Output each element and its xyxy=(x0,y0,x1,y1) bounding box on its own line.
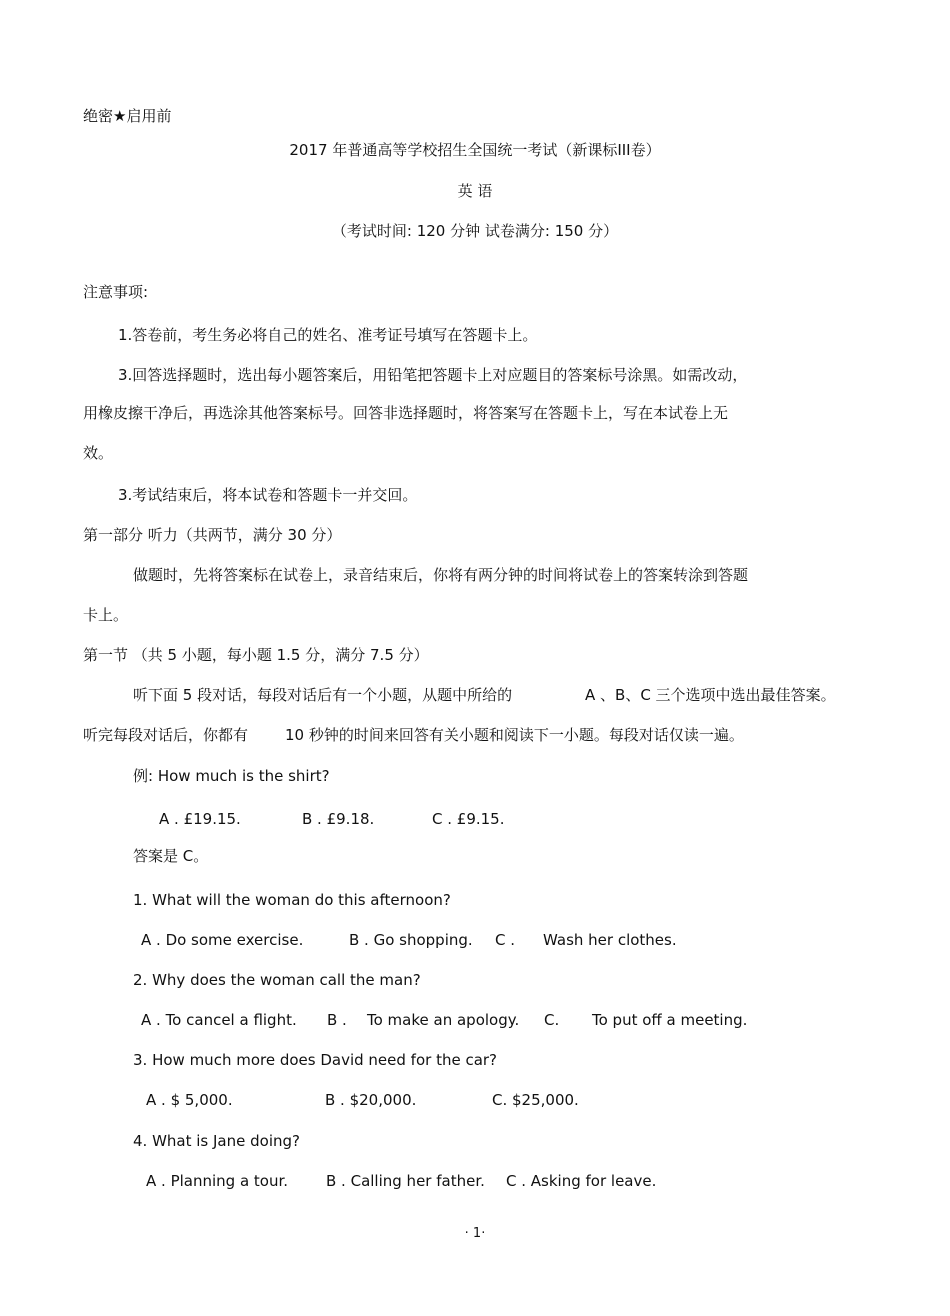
option-a: A . Do some exercise. xyxy=(141,931,304,949)
question-stem: 4. What is Jane doing? xyxy=(133,1132,300,1150)
option-a: A . $ 5,000. xyxy=(146,1091,233,1109)
option-c: C . Asking for leave. xyxy=(506,1172,657,1190)
example-option-b: B . £9.18. xyxy=(302,810,375,828)
note-item-2-line-3: 效。 xyxy=(83,444,114,462)
section-1-heading: 第一节 （共 5 小题，每小题 1.5 分，满分 7.5 分） xyxy=(83,646,429,664)
part-1-instruction-line-2: 卡上。 xyxy=(83,606,129,624)
subject-title: 英 语 xyxy=(457,182,493,200)
option-b: B . Go shopping. xyxy=(349,931,473,949)
exam-title: 2017 年普通高等学校招生全国统一考试（新课标III卷） xyxy=(289,141,661,159)
example-option-a: A . £19.15. xyxy=(159,810,241,828)
option-c: C. $25,000. xyxy=(492,1091,579,1109)
confidential-mark: 绝密★启用前 xyxy=(83,107,172,125)
option-c-text: Wash her clothes. xyxy=(543,931,677,949)
question-stem: 1. What will the woman do this afternoon? xyxy=(133,891,451,909)
time-info: （考试时间: 120 分钟 试卷满分: 150 分） xyxy=(331,222,619,240)
note-item-3: 3.考试结束后，将本试卷和答题卡一并交回。 xyxy=(118,486,418,504)
option-c-label: C . xyxy=(495,931,516,949)
option-b-text: To make an apology. xyxy=(367,1011,520,1029)
question-stem: 2. Why does the woman call the man? xyxy=(133,971,421,989)
option-b: B . $20,000. xyxy=(325,1091,417,1109)
section-1-instruction-line-1a: 听下面 5 段对话，每段对话后有一个小题，从题中所给的 xyxy=(133,686,513,704)
example-question: 例: How much is the shirt? xyxy=(133,767,330,785)
section-1-instruction-line-2a: 听完每段对话后，你都有 xyxy=(83,726,249,744)
option-c-label: C. xyxy=(544,1011,560,1029)
question-stem: 3. How much more does David need for the car? xyxy=(133,1051,498,1069)
part-1-heading: 第一部分 听力（共两节，满分 30 分） xyxy=(83,526,342,544)
note-item-2-line-1: 3.回答选择题时，选出每小题答案后，用铅笔把答题卡上对应题目的答案标号涂黑。如需改动， xyxy=(118,366,748,384)
option-a: A . To cancel a flight. xyxy=(141,1011,297,1029)
example-answer: 答案是 C。 xyxy=(133,847,209,865)
part-1-instruction-line-1: 做题时，先将答案标在试卷上，录音结束后，你将有两分钟的时间将试卷上的答案转涂到答题 xyxy=(133,566,749,584)
page-number: · 1· xyxy=(464,1226,486,1241)
note-item-2-line-2: 用橡皮擦干净后，再选涂其他答案标号。回答非选择题时，将答案写在答题卡上，写在本试卷上无 xyxy=(83,404,729,422)
example-option-c: C . £9.15. xyxy=(432,810,505,828)
option-a: A . Planning a tour. xyxy=(146,1172,289,1190)
notes-heading: 注意事项: xyxy=(83,283,149,301)
option-b-label: B . xyxy=(327,1011,347,1029)
note-item-1: 1.答卷前，考生务必将自己的姓名、准考证号填写在答题卡上。 xyxy=(118,326,538,344)
option-c-text: To put off a meeting. xyxy=(592,1011,748,1029)
section-1-instruction-line-1b: A 、B、C 三个选项中选出最佳答案。 xyxy=(585,686,836,704)
section-1-instruction-line-2b: 10 秒钟的时间来回答有关小题和阅读下一小题。每段对话仅读一遍。 xyxy=(285,726,744,744)
option-b: B . Calling her father. xyxy=(326,1172,485,1190)
